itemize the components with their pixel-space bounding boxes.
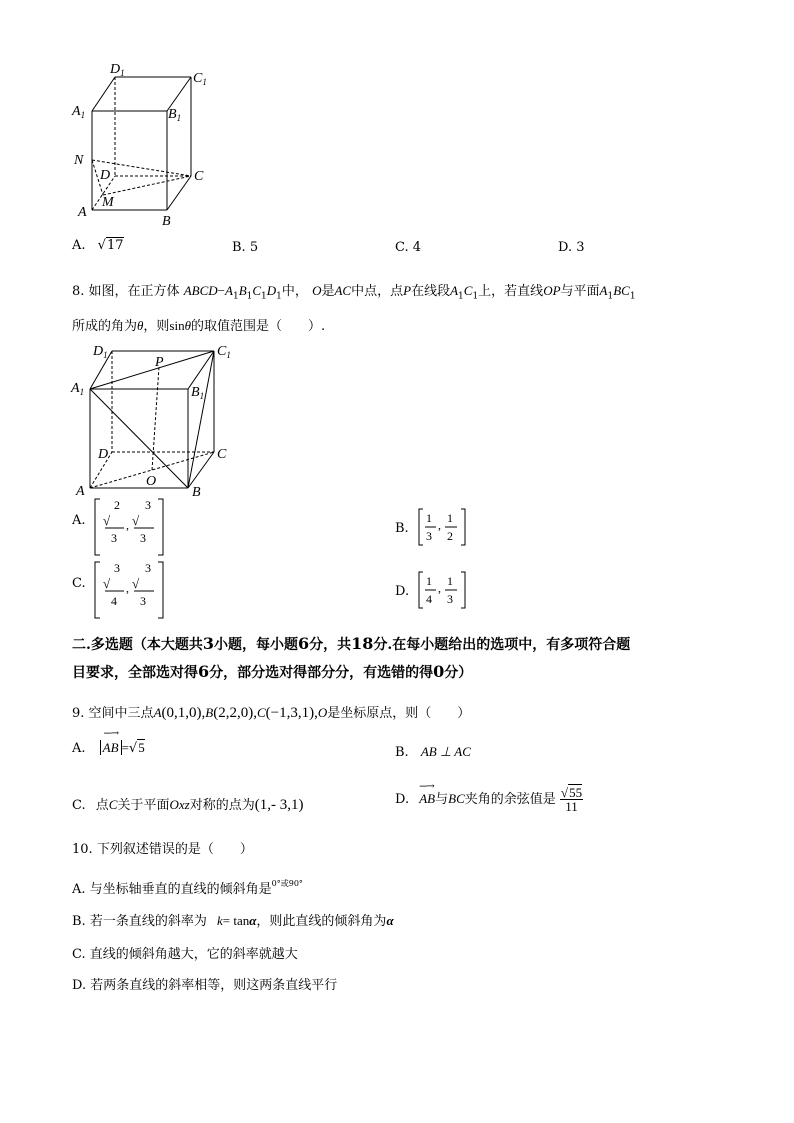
svg-text:2: 2	[447, 529, 453, 543]
svg-text:3: 3	[145, 561, 151, 575]
q9-stem: 9. 空间中三点A(0,1,0),B(2,2,0),C(−1,3,1),O是坐标原点，则（ ）	[72, 705, 471, 721]
num1: 2	[114, 498, 120, 512]
option-label: B.	[395, 521, 409, 536]
q8-stem-line2: 所成的角为θ，则sinθ的取值范围是（ ）.	[72, 318, 326, 334]
q7-option-d[interactable]: D. 3	[558, 240, 585, 255]
section-heading-line1: 二.多选题（本大题共3小题，每小题6分，共18分.在每小题给出的选项中，有多项符合题	[72, 634, 631, 653]
option-label: A.	[72, 741, 86, 756]
label-D1: $D_1$	[110, 62, 125, 78]
q9-option-a[interactable]: A. ---→ AB =√5	[72, 728, 145, 756]
label-C: C	[194, 169, 204, 184]
svg-text:3: 3	[447, 592, 453, 606]
q10-option-c[interactable]: C. 直线的倾斜角越大，它的斜率就越大	[72, 947, 298, 962]
svg-text:,: ,	[126, 518, 129, 532]
q8-stem-line1: 8. 如图，在正方体 $ABCD-A_1B_1C_1D_1$中， O是AC中点，点P在线段$A_1C_1$上，若直线OP与平面$A_1BC_1$	[72, 283, 636, 302]
q8-option-d[interactable]	[395, 568, 453, 606]
label-C1: $C_1$	[193, 71, 207, 87]
vector-arrow-icon: ---→	[419, 781, 434, 792]
label-B1: $B_1$	[191, 385, 205, 401]
label-D1: $D_1$	[93, 344, 108, 360]
q10-option-a[interactable]: A. 与坐标轴垂直的直线的倾斜角是$^{0^\circ 或90^\circ}$	[72, 879, 303, 897]
q10-stem: 10. 下列叙述错误的是（ ）	[72, 842, 253, 857]
option-label: A.	[72, 238, 86, 253]
label-A: A	[78, 205, 87, 220]
label-P: P	[155, 355, 164, 370]
svg-text:,: ,	[438, 518, 441, 532]
option-label: C.	[72, 798, 86, 813]
sqrt1-icon: √	[103, 513, 111, 528]
den1: 3	[111, 531, 117, 545]
sqrt-17: √17	[97, 238, 124, 253]
svg-text:4: 4	[426, 592, 432, 606]
label-A1: $A_1$	[72, 104, 86, 120]
option-label: D.	[395, 584, 410, 599]
vector-magnitude: ---→ AB	[100, 740, 122, 756]
option-label: D.	[395, 792, 410, 807]
svg-text:3: 3	[426, 529, 432, 543]
label-A1: $A_1$	[71, 381, 85, 397]
cuboid-figure-1	[60, 55, 230, 235]
edge-bc	[167, 176, 191, 210]
svg-text:1: 1	[447, 511, 453, 525]
svg-text:,: ,	[126, 581, 129, 595]
edge-a1d1	[92, 77, 115, 111]
q8-option-a[interactable]	[72, 495, 151, 545]
q8-option-c[interactable]	[72, 558, 151, 608]
option-label: A.	[72, 513, 86, 528]
sqrt2-icon: √	[132, 576, 140, 591]
label-A: A	[76, 484, 85, 499]
segment-a1b	[90, 389, 188, 488]
interval-bracket-b	[417, 507, 469, 549]
svg-text:1: 1	[426, 511, 432, 525]
label-B: B	[192, 485, 201, 500]
sqrt1-icon: √	[103, 576, 111, 591]
label-M: M	[102, 195, 114, 210]
edge-b1c1	[167, 77, 191, 111]
svg-text:1: 1	[426, 574, 432, 588]
label-B1: $B_1$	[168, 107, 182, 123]
vector-ab: ---→ AB	[419, 781, 436, 806]
q7-option-c[interactable]: C. 4	[395, 240, 422, 255]
label-O: O	[146, 474, 157, 489]
q10-option-d[interactable]: D. 若两条直线的斜率相等，则这两条直线平行	[72, 978, 338, 993]
fraction-cos: $\frac{√55}{11}$	[560, 785, 583, 814]
cube-figure-2	[68, 338, 248, 503]
sqrt2-icon: √	[132, 513, 140, 528]
svg-text:1: 1	[447, 574, 453, 588]
label-C1: $C_1$	[217, 344, 231, 360]
num2: 3	[145, 498, 151, 512]
q7-option-b[interactable]: B. 5	[232, 240, 259, 255]
label-B: B	[162, 214, 171, 229]
q7-option-a[interactable]	[72, 238, 124, 253]
interval-bracket-a	[92, 495, 167, 559]
interval-bracket-c	[92, 558, 167, 622]
label-N: N	[74, 153, 84, 168]
label-D: D	[100, 168, 111, 183]
q8-option-b[interactable]	[395, 505, 453, 543]
option-label: C.	[72, 576, 86, 591]
q10-option-b[interactable]: B. 若一条直线的斜率为 k= tanα，则此直线的倾斜角为α	[72, 913, 394, 929]
svg-text:,: ,	[438, 581, 441, 595]
segment-mc	[103, 176, 191, 195]
label-C: C	[217, 447, 227, 462]
segment-bc1	[188, 351, 214, 488]
option-label: B.	[395, 745, 409, 760]
interval-bracket-d	[417, 570, 469, 612]
svg-text:4: 4	[111, 594, 117, 608]
den2: 3	[140, 531, 146, 545]
q9-option-b[interactable]: B. AB ⊥ AC	[395, 744, 471, 760]
vector-arrow-icon: ---→	[103, 728, 119, 739]
label-D: D	[98, 447, 109, 462]
svg-text:3: 3	[114, 561, 120, 575]
q9-option-d[interactable]: D. ---→ AB与BC夹角的余弦值是 $\frac{√55}{11}$	[395, 781, 583, 814]
svg-text:3: 3	[140, 594, 146, 608]
q9-option-c[interactable]: C. 点C关于平面Oxz对称的点为(1,- 3,1)	[72, 797, 304, 813]
section-heading-line2: 目要求，全部选对得6分，部分选对得部分分，有选错的得0分）	[72, 662, 473, 681]
